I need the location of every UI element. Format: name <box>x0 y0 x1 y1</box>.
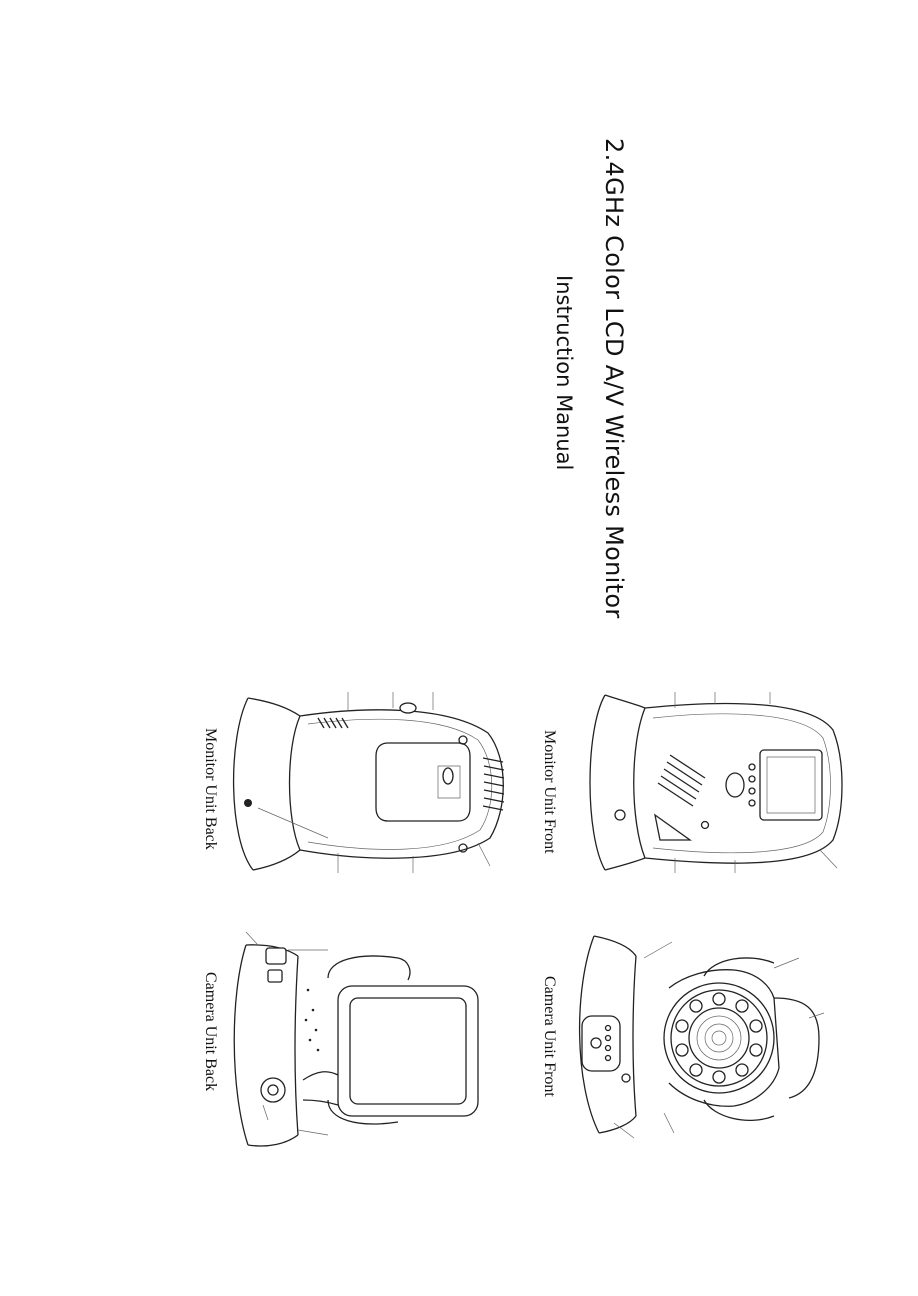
manual-subtitle: Instruction Manual <box>552 275 576 471</box>
manual-title: 2.4GHz Color LCD A/V Wireless Monitor <box>600 138 628 619</box>
figure-caption-monitor-back: Monitor Unit Back <box>202 728 219 850</box>
figure-caption-camera-back: Camera Unit Back <box>202 972 219 1092</box>
camera-back-drawing <box>228 930 500 1155</box>
camera-front-drawing <box>574 928 836 1140</box>
monitor-back-drawing <box>228 688 510 876</box>
figure-caption-camera-front: Camera Unit Front <box>541 976 558 1097</box>
figure-caption-monitor-front: Monitor Unit Front <box>541 730 558 854</box>
monitor-front-drawing <box>575 690 845 875</box>
